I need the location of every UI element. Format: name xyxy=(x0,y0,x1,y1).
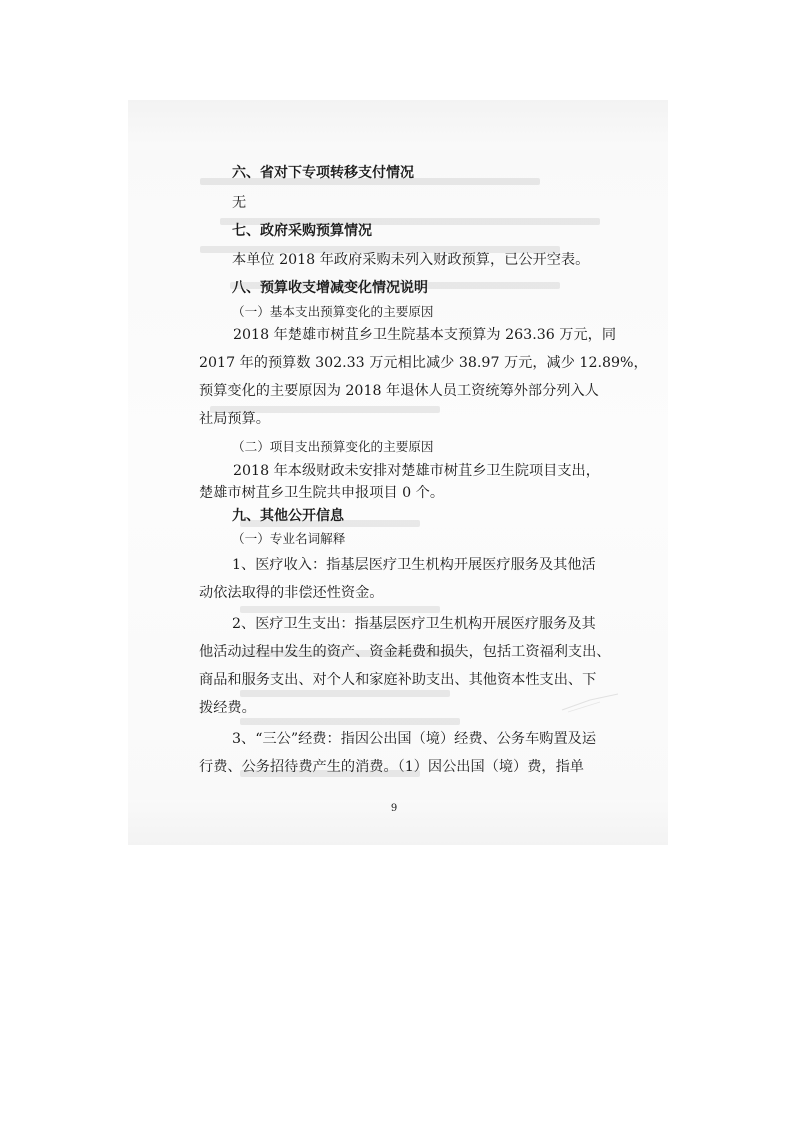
term-line: 他活动过程中发生的资产、资金耗费和损失，包括工资福利支出、 xyxy=(199,644,611,660)
paragraph-line: 社局预算。 xyxy=(199,411,270,427)
subheading-8-2: （二）项目支出预算变化的主要原因 xyxy=(232,439,434,454)
paragraph-line: 楚雄市树苴乡卫生院共申报项目 0 个。 xyxy=(199,485,445,501)
section-heading-6: 六、省对下专项转移支付情况 xyxy=(232,165,414,181)
scan-scratch-mark xyxy=(560,690,620,714)
term-line: 行费、公务招待费产生的消费。（1）因公出国（境）费，指单 xyxy=(199,759,584,775)
paragraph-line: 2018 年本级财政未安排对楚雄市树苴乡卫生院项目支出， xyxy=(233,463,600,479)
term-line: 动依法取得的非偿还性资金。 xyxy=(199,585,384,601)
term-line: 3、“三公”经费：指因公出国（境）经费、公务车购置及运 xyxy=(232,731,597,747)
term-line: 商品和服务支出、对个人和家庭补助支出、其他资本性支出、下 xyxy=(199,672,597,688)
paragraph-line: 预算变化的主要原因为 2018 年退休人员工资统筹外部分列入人 xyxy=(199,383,599,399)
section-6-body: 无 xyxy=(232,195,247,211)
section-7-body: 本单位 2018 年政府采购未列入财政预算，已公开空表。 xyxy=(232,252,590,268)
subheading-8-1: （一）基本支出预算变化的主要原因 xyxy=(232,304,434,319)
page-number: 9 xyxy=(390,803,398,814)
subheading-9-1: （一）专业名词解释 xyxy=(232,531,346,546)
paragraph-line: 2018 年楚雄市树苴乡卫生院基本支预算为 263.36 万元，同 xyxy=(233,327,617,343)
section-heading-8: 八、预算收支增减变化情况说明 xyxy=(232,280,428,296)
term-line: 1、医疗收入：指基层医疗卫生机构开展医疗服务及其他活 xyxy=(232,557,596,573)
term-line: 2、医疗卫生支出：指基层医疗卫生机构开展医疗服务及其 xyxy=(232,616,596,632)
term-line: 拨经费。 xyxy=(199,700,256,716)
paragraph-line: 2017 年的预算数 302.33 万元相比减少 38.97 万元，减少 12.89%， xyxy=(199,355,648,371)
section-heading-7: 七、政府采购预算情况 xyxy=(232,223,372,239)
section-heading-9: 九、其他公开信息 xyxy=(232,508,344,524)
